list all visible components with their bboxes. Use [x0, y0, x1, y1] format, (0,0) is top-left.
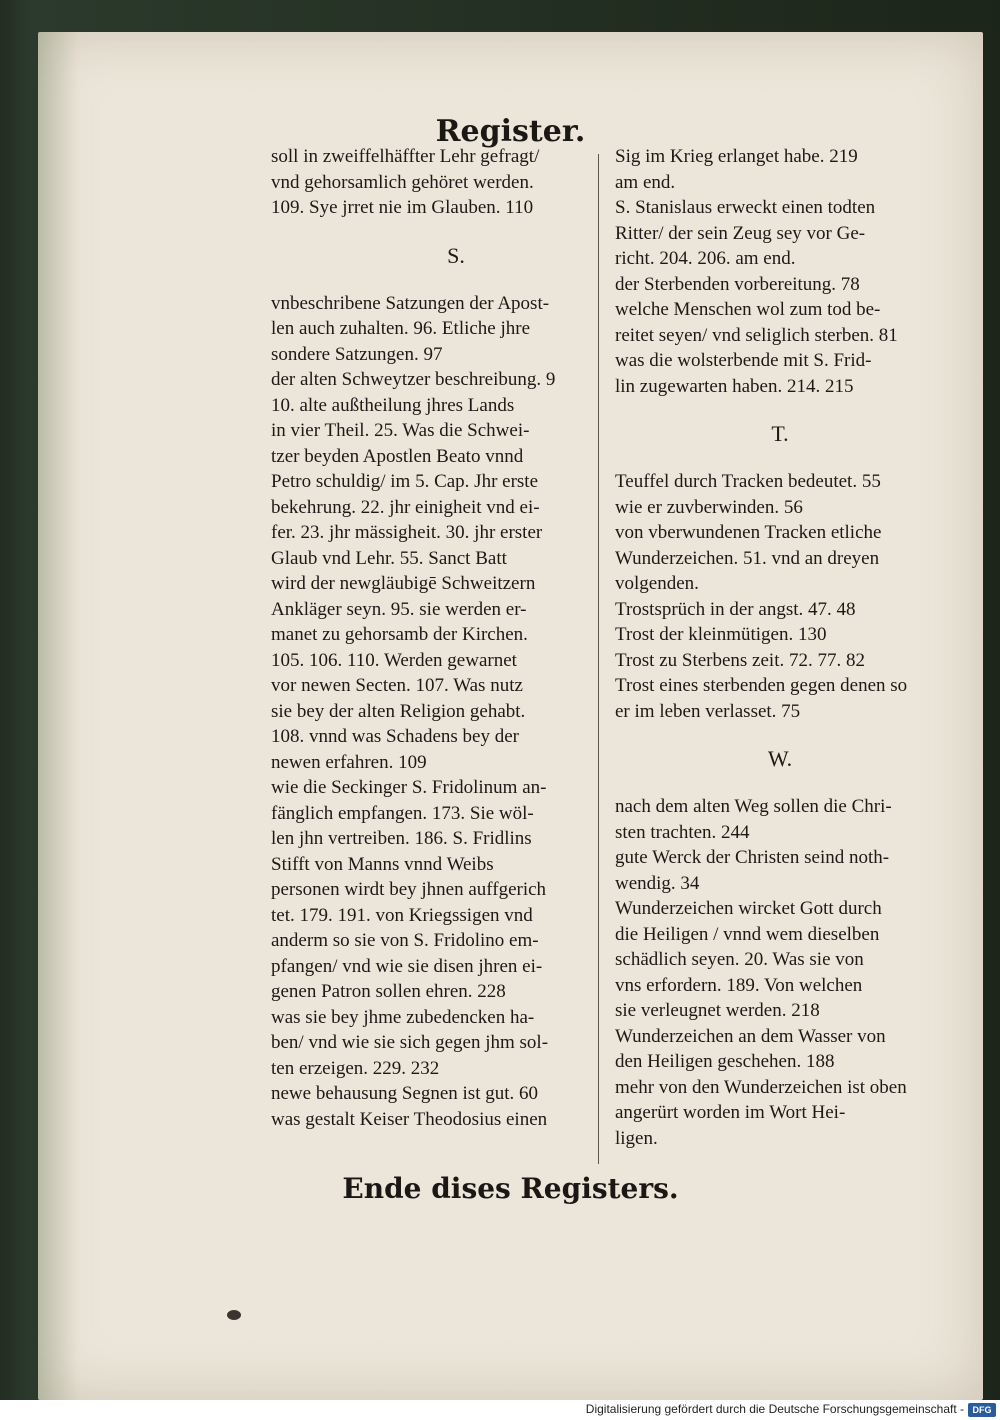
footer-credit: Digitalisierung gefördert durch die Deutsche Forschungsgemeinschaft - [585, 1402, 964, 1416]
register-entry-line: 10. alte außtheilung jhres Lands [271, 394, 515, 416]
register-entry-line: bekehrung. 22. jhr einigheit vnd ei- [271, 496, 540, 518]
register-entry-line: vor newen Secten. 107. Was nutz [271, 675, 523, 696]
register-entry-line: wendig. 34 [615, 872, 700, 894]
register-entry-line: pfangen/ vnd wie sie disen jhren ei- [271, 955, 543, 977]
register-entry-line: lin zugewarten haben. 214. 215 [615, 375, 854, 397]
section-letter-t: T. [771, 421, 789, 446]
register-entry-line: Trost der kleinmütigen. 130 [615, 624, 827, 645]
register-entry-line: sondere Satzungen. 97 [271, 343, 443, 365]
register-entry-line: die Heiligen / vnnd wem dieselben [615, 923, 880, 945]
dfg-logo: DFG [968, 1403, 996, 1417]
register-entry-line: len jhn vertreiben. 186. S. Fridlins [271, 828, 532, 849]
register-entry-line: sie bey der alten Religion gehabt. [271, 700, 526, 722]
register-entry-line: tet. 179. 191. von Kriegssigen vnd [271, 904, 533, 926]
closing-line: Ende dises Registers. [342, 1172, 679, 1205]
register-entry-line: Wunderzeichen an dem Wasser von [615, 1025, 886, 1047]
register-entry-line: was gestalt Keiser Theodosius einen [271, 1108, 548, 1130]
section-letter-s: S. [447, 242, 465, 268]
register-entry-line: den Heiligen geschehen. 188 [615, 1051, 835, 1072]
register-entry-line: gute Werck der Christen seind noth- [615, 847, 890, 868]
register-entry-line: reitet seyen/ vnd seliglich sterben. 81 [615, 324, 898, 346]
register-entry-line: newe behausung Segnen ist gut. 60 [271, 1083, 539, 1104]
register-entry-line: fer. 23. jhr mässigheit. 30. jhr erster [271, 522, 543, 543]
book-page [38, 32, 983, 1400]
right-column [615, 144, 945, 1151]
register-entry-line: wie er zuvberwinden. 56 [615, 496, 803, 518]
register-entry-line: Teuffel durch Tracken bedeutet. 55 [615, 471, 881, 492]
register-entry-line: was die wolsterbende mit S. Frid- [615, 350, 872, 371]
register-entry-line: genen Patron sollen ehren. 228 [271, 981, 506, 1002]
register-entry-line: len auch zuhalten. 96. Etliche jhre [271, 318, 531, 339]
left-column [271, 144, 641, 1132]
register-entry-line: S. Stanislaus erweckt einen todten [615, 197, 876, 218]
register-entry-line: schädlich seyen. 20. Was sie von [615, 949, 864, 970]
register-entry-line: mehr von den Wunderzeichen ist oben [615, 1076, 907, 1098]
register-entry-line: 108. vnnd was Schadens bey der [271, 726, 520, 747]
register-entry-line: von vberwundenen Tracken etliche [615, 522, 882, 543]
section-letter-w: W. [767, 746, 793, 771]
register-entry-line: ben/ vnd wie sie sich gegen jhm sol- [271, 1032, 549, 1053]
page-header: Register. [435, 114, 586, 149]
register-entry-line: vnd gehorsamlich gehöret werden. [271, 171, 534, 193]
register-entry-line: welche Menschen wol zum tod be- [615, 299, 881, 320]
register-entry-line: Petro schuldig/ im 5. Cap. Jhr erste [271, 471, 539, 492]
register-entry-line: ligen. [615, 1127, 658, 1149]
ink-speck [227, 1310, 241, 1320]
register-entry-line: sten trachten. 244 [615, 821, 750, 843]
footer-bar [0, 1400, 1000, 1420]
register-entry-line: was sie bey jhme zubedencken ha- [271, 1006, 535, 1028]
register-entry-line: Stifft von Manns vnnd Weibs [271, 853, 494, 875]
register-entry-line: Ankläger seyn. 95. sie werden er- [271, 598, 527, 620]
register-entry-line: personen wirdt bey jhnen auffgerich [271, 879, 547, 900]
register-entry-line: sie verleugnet werden. 218 [615, 1000, 820, 1021]
register-entry-line: anderm so sie von S. Fridolino em- [271, 930, 539, 951]
register-entry-line: Wunderzeichen wircket Gott durch [615, 898, 882, 919]
register-entry-line: wird der newgläubigē Schweitzern [271, 573, 536, 594]
register-entry-line: soll in zweiffelhäffter Lehr gefragt/ [271, 146, 540, 167]
register-entry-line: Sig im Krieg erlanget habe. 219 [615, 146, 858, 167]
register-entry-line: newen erfahren. 109 [271, 751, 427, 773]
register-entry-line: nach dem alten Weg sollen die Chri- [615, 796, 892, 817]
register-entry-line: vns erfordern. 189. Von welchen [615, 974, 863, 996]
register-entry-line: fänglich empfangen. 173. Sie wöl- [271, 802, 534, 824]
register-entry-line: Ritter/ der sein Zeug sey vor Ge- [615, 222, 866, 244]
register-entry-line: manet zu gehorsamb der Kirchen. [271, 624, 528, 645]
register-entry-line: der alten Schweytzer beschreibung. 9 [271, 369, 556, 390]
register-entry-line: Trost eines sterbenden gegen denen so [615, 675, 908, 696]
register-entry-line: Glaub vnd Lehr. 55. Sanct Batt [271, 547, 507, 569]
register-entry-line: angerürt worden im Wort Hei- [615, 1102, 846, 1123]
register-entry-line: Trostsprüch in der angst. 47. 48 [615, 598, 856, 620]
register-entry-line: Trost zu Sterbens zeit. 72. 77. 82 [615, 649, 865, 671]
register-entry-line: der Sterbenden vorbereitung. 78 [615, 273, 860, 295]
register-entry-line: vnbeschribene Satzungen der Apost- [271, 292, 550, 314]
register-entry-line: 105. 106. 110. Werden gewarnet [271, 649, 517, 671]
register-entry-line: in vier Theil. 25. Was die Schwei- [271, 420, 530, 441]
register-entry-line: volgenden. [615, 573, 699, 594]
register-entry-line: ten erzeigen. 229. 232 [271, 1057, 440, 1079]
register-entry-line: richt. 204. 206. am end. [615, 248, 796, 269]
register-entry-line: er im leben verlasset. 75 [615, 700, 801, 722]
register-entry-line: am end. [615, 171, 676, 193]
register-entry-line: 109. Sye jrret nie im Glauben. 110 [271, 197, 534, 218]
register-entry-line: Wunderzeichen. 51. vnd an dreyen [615, 547, 880, 569]
register-entry-line: tzer beyden Apostlen Beato vnnd [271, 445, 524, 467]
register-entry-line: wie die Seckinger S. Fridolinum an- [271, 777, 547, 798]
